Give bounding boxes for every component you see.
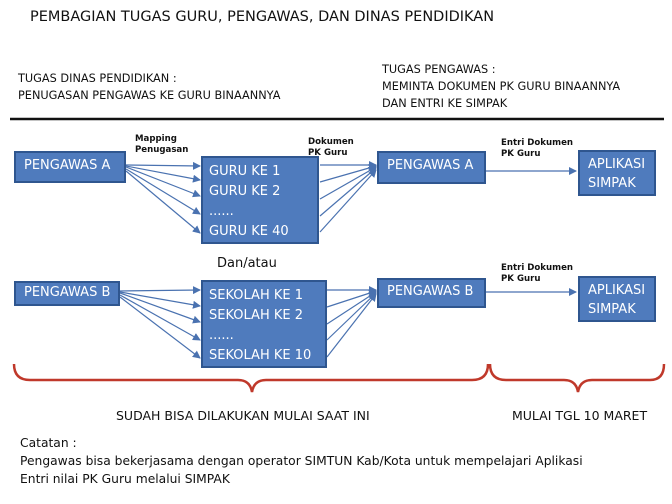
guru-item-ellipsis: ...... (209, 204, 234, 219)
mapping-label-line1: Mapping (135, 134, 177, 144)
simpak-app-box-a (578, 150, 656, 196)
pengawas-b-source-box (14, 281, 120, 306)
dokumen-label-line1: Dokumen (308, 137, 354, 147)
sekolah-item-1: SEKOLAH KE 1 (209, 288, 303, 303)
bottom-left-caption: SUDAH BISA DILAKUKAN MULAI SAAT INI (116, 408, 370, 423)
pengawas-b-source-label: PENGAWAS B (24, 285, 111, 300)
fan-arrows-a (126, 165, 200, 233)
left-header-line2: PENUGASAN PENGAWAS KE GURU BINAANNYA (18, 89, 281, 102)
bottom-right-caption: MULAI TGL 10 MARET (512, 408, 648, 423)
fan-arrows-b (120, 290, 200, 358)
right-header-line1: TUGAS PENGAWAS : (382, 63, 496, 76)
guru-box (201, 156, 319, 244)
mapping-label-line2: Penugasan (135, 145, 189, 155)
entri-label-a-line1: Entri Dokumen (501, 138, 574, 148)
simpak-app-box-b (578, 276, 656, 322)
guru-item-1: GURU KE 1 (209, 164, 281, 179)
sekolah-box (201, 280, 327, 368)
pengawas-a-source-box (14, 151, 126, 183)
simpak-app-b-line1: APLIKASI (588, 283, 646, 298)
entri-label-b-line1: Entri Dokumen (501, 263, 574, 273)
pengawas-a-box (377, 151, 486, 184)
sekolah-item-2: SEKOLAH KE 2 (209, 308, 303, 323)
dan-atau-label: Dan/atau (217, 256, 277, 271)
sekolah-item-10: SEKOLAH KE 10 (209, 348, 312, 363)
entri-label-a (501, 138, 573, 160)
pengawas-b-box (377, 278, 486, 308)
brace-left (14, 364, 488, 392)
notes-heading: Catatan : (20, 436, 77, 450)
converge-arrows-b (327, 290, 376, 357)
simpak-app-a-line1: APLIKASI (588, 157, 646, 172)
sekolah-item-ellipsis: ...... (209, 328, 234, 343)
left-header-line1: TUGAS DINAS PENDIDIKAN : (18, 72, 177, 85)
brace-right (490, 364, 664, 392)
pengawas-a-label: PENGAWAS A (387, 158, 474, 173)
entri-label-b (501, 263, 573, 285)
mapping-label (135, 134, 188, 156)
dokumen-label-line2: PK Guru (308, 148, 348, 158)
pengawas-b-label: PENGAWAS B (387, 284, 474, 299)
page-title: PEMBAGIAN TUGAS GURU, PENGAWAS, DAN DINAS PENDIDIKAN (30, 9, 495, 25)
right-header-line2: MEMINTA DOKUMEN PK GURU BINAANNYA (382, 80, 621, 93)
converge-arrows-a (320, 165, 376, 232)
dokumen-label (308, 137, 354, 159)
notes-line2: Entri nilai PK Guru melalui SIMPAK (20, 472, 230, 486)
guru-item-40: GURU KE 40 (209, 224, 289, 239)
simpak-app-a-line2: SIMPAK (588, 176, 636, 191)
pengawas-a-source-label: PENGAWAS A (24, 158, 111, 173)
notes-section (20, 434, 583, 488)
right-header-line3: DAN ENTRI KE SIMPAK (382, 97, 508, 110)
notes-line1: Pengawas bisa bekerjasama dengan operator SIMTUN Kab/Kota untuk mempelajari Aplikasi (20, 454, 583, 468)
guru-item-2: GURU KE 2 (209, 184, 281, 199)
entri-label-b-line2: PK Guru (501, 274, 541, 284)
simpak-app-b-line2: SIMPAK (588, 302, 636, 317)
entri-label-a-line2: PK Guru (501, 149, 541, 159)
